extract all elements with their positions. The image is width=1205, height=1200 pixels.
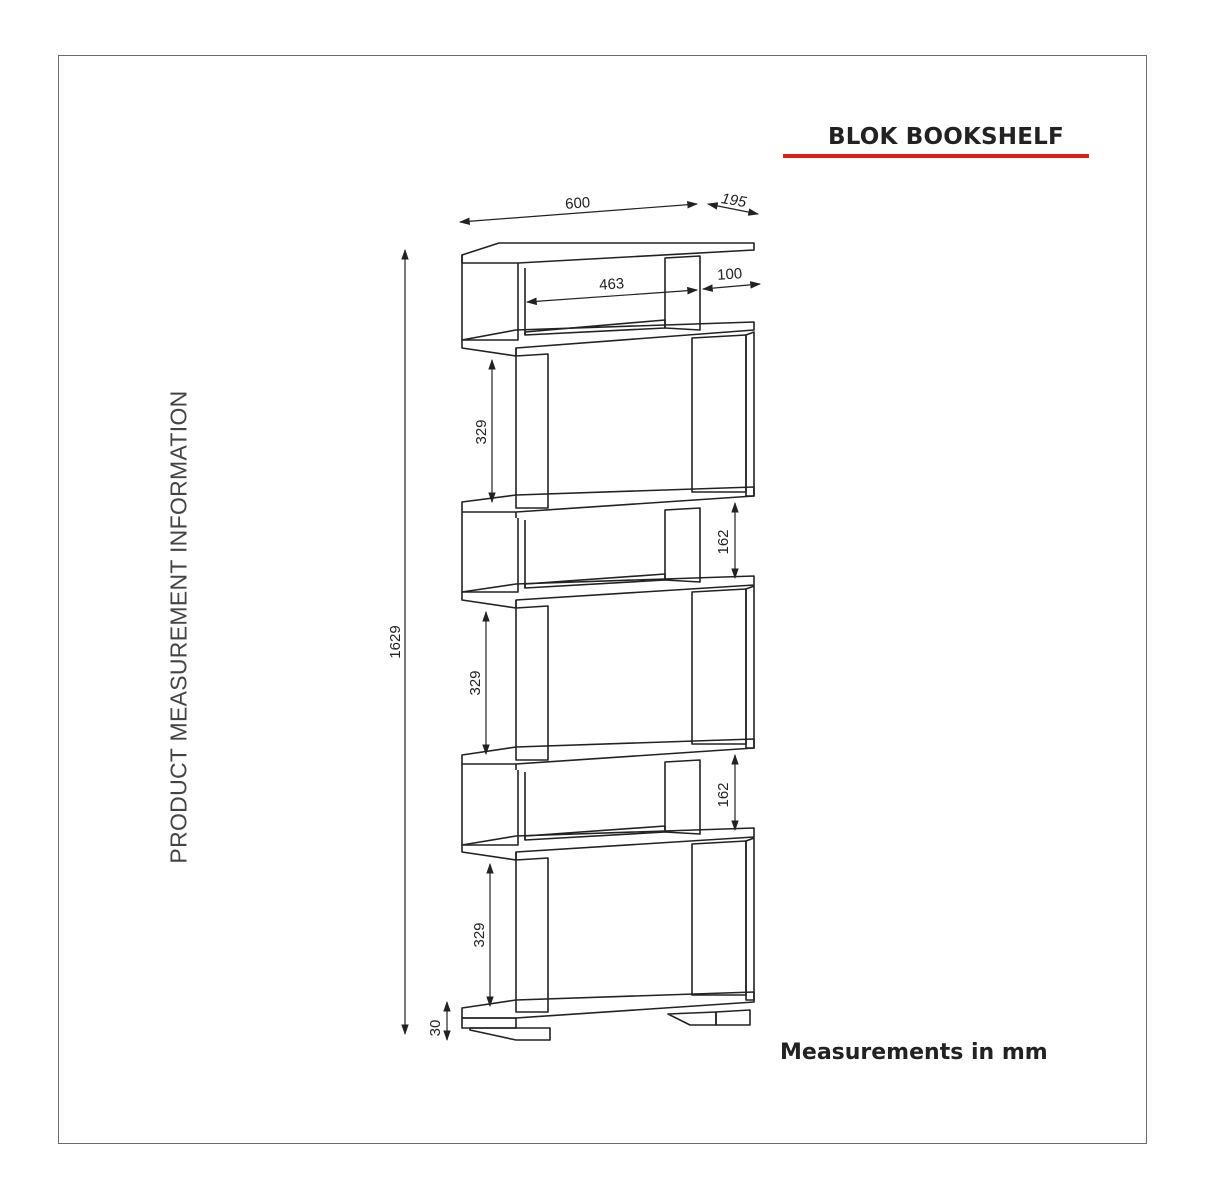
tall-1-right-back (692, 335, 746, 492)
dim-tall-2-label: 329 (467, 670, 484, 696)
dim-short-2-label: 162 (715, 782, 732, 808)
bookshelf-outline (462, 243, 754, 1040)
short-2-divider (665, 760, 700, 834)
shelf-1 (462, 322, 754, 356)
dim-short-1-label: 162 (715, 529, 732, 555)
top-box-left-side (462, 255, 518, 340)
top-divider (665, 256, 700, 330)
dim-total-height-label: 1629 (387, 625, 404, 659)
shelf-5 (462, 828, 754, 860)
dim-width-label: 600 (564, 194, 591, 213)
tall-2-right-back (692, 589, 746, 744)
short-1-divider (665, 508, 700, 582)
tall-1-right-post (746, 332, 754, 496)
side-label: PRODUCT MEASUREMENT INFORMATION (165, 390, 192, 864)
dim-side-gap-label: 100 (716, 265, 743, 284)
shelf-2 (462, 487, 754, 512)
short-2-left-side (462, 764, 518, 845)
dimension-lines (405, 204, 760, 1040)
base-foot-left (470, 1028, 550, 1040)
short-1-left-side (462, 512, 518, 592)
tall-3-left-post (516, 858, 548, 1012)
dim-side-gap-line (703, 284, 760, 289)
shelf-4 (462, 739, 754, 764)
base-foot-right-block (716, 1010, 750, 1025)
tall-3-right-post (746, 838, 754, 1000)
product-title: BLOK BOOKSHELF (828, 124, 1064, 150)
tall-3-right-back (692, 841, 746, 995)
units-note: Measurements in mm (780, 1040, 1048, 1065)
tall-1-left-post (516, 354, 548, 508)
dim-inner-width-label: 463 (598, 275, 625, 294)
tall-2-right-post (746, 586, 754, 748)
dim-tall-3-label: 329 (471, 922, 488, 948)
dim-tall-1-label: 329 (473, 419, 490, 445)
base-front (462, 1018, 516, 1028)
tall-2-left-post (516, 606, 548, 760)
top-panel (462, 243, 754, 263)
base-shelf (462, 992, 754, 1018)
dim-depth-label: 195 (719, 190, 748, 212)
base-foot-right (668, 1012, 716, 1025)
dim-base-label: 30 (427, 1019, 444, 1037)
